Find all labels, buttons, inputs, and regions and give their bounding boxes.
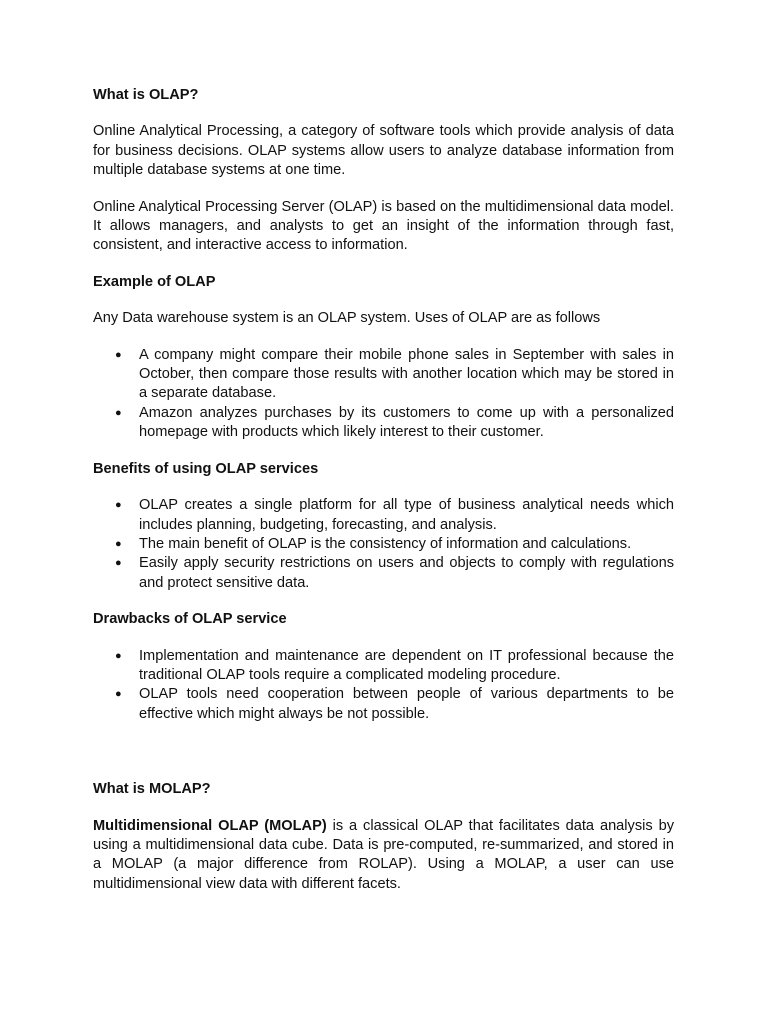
list-item (115, 647, 674, 686)
drawbacks-list (93, 647, 674, 725)
bullet-icon: ● (115, 557, 122, 570)
list-item (115, 554, 674, 593)
list-item-text: A company might compare their mobile phone sales in September with sales in October, then compare those results with another location which may be stored in a separate database. (139, 346, 674, 402)
bullet-icon: ● (115, 688, 122, 701)
list-item (115, 685, 674, 724)
bullet-icon: ● (115, 649, 122, 662)
list-item (115, 346, 674, 404)
heading-what-is-molap: What is MOLAP? (93, 781, 211, 798)
list-item (115, 404, 674, 443)
molap-definition-paragraph (93, 817, 674, 895)
olap-server-paragraph: Online Analytical Processing Server (OLAP) is based on the multidimensional data model. It allows managers, and analysts to get an insight of the information through fast, consistent, and interactive access to information. (93, 198, 674, 254)
example-list (93, 346, 674, 443)
olap-definition-paragraph: Online Analytical Processing, a category of software tools which provide analysis of data for business decisions. OLAP systems allow users to analyze database information from multiple database systems at one time. (93, 123, 674, 179)
list-item-text: OLAP tools need cooperation between people of various departments to be effective which might always be not possible. (139, 686, 674, 722)
bullet-icon: ● (115, 406, 122, 419)
molap-body-text: is a classical OLAP that facilitates data analysis by using a multidimensional data cube. Data is pre-computed, re-summarized, and stored in a MOLAP (a major difference from ROLAP). Using a MOLAP, a user can use multidimensional view data with different facets. (93, 817, 674, 892)
bullet-icon: ● (115, 499, 122, 512)
list-item-text: Implementation and maintenance are dependent on IT professional because the traditional OLAP tools require a complicated modeling procedure. (139, 647, 674, 683)
heading-what-is-olap: What is OLAP? (93, 87, 199, 103)
bullet-icon: ● (115, 348, 122, 361)
molap-term: Multidimensional OLAP (MOLAP) (93, 817, 327, 834)
list-item-text: The main benefit of OLAP is the consistency of information and calculations. (139, 535, 632, 552)
list-item (115, 496, 674, 535)
bullet-icon: ● (115, 537, 122, 550)
heading-example-of-olap: Example of OLAP (93, 273, 216, 290)
example-intro-paragraph: Any Data warehouse system is an OLAP system. Uses of OLAP are as follows (93, 310, 601, 327)
heading-benefits-of-olap: Benefits of using OLAP services (93, 460, 319, 477)
list-item-text: OLAP creates a single platform for all type of business analytical needs which includes planning, budgeting, forecasting, and analysis. (139, 497, 674, 533)
benefits-list (93, 496, 674, 593)
list-item-text: Easily apply security restrictions on users and objects to comply with regulations and protect sensitive data. (139, 555, 674, 591)
heading-drawbacks-of-olap: Drawbacks of OLAP service (93, 611, 287, 628)
list-item-text: Amazon analyzes purchases by its customers to come up with a personalized homepage with products which likely interest to their customer. (139, 404, 674, 441)
list-item (115, 535, 674, 554)
